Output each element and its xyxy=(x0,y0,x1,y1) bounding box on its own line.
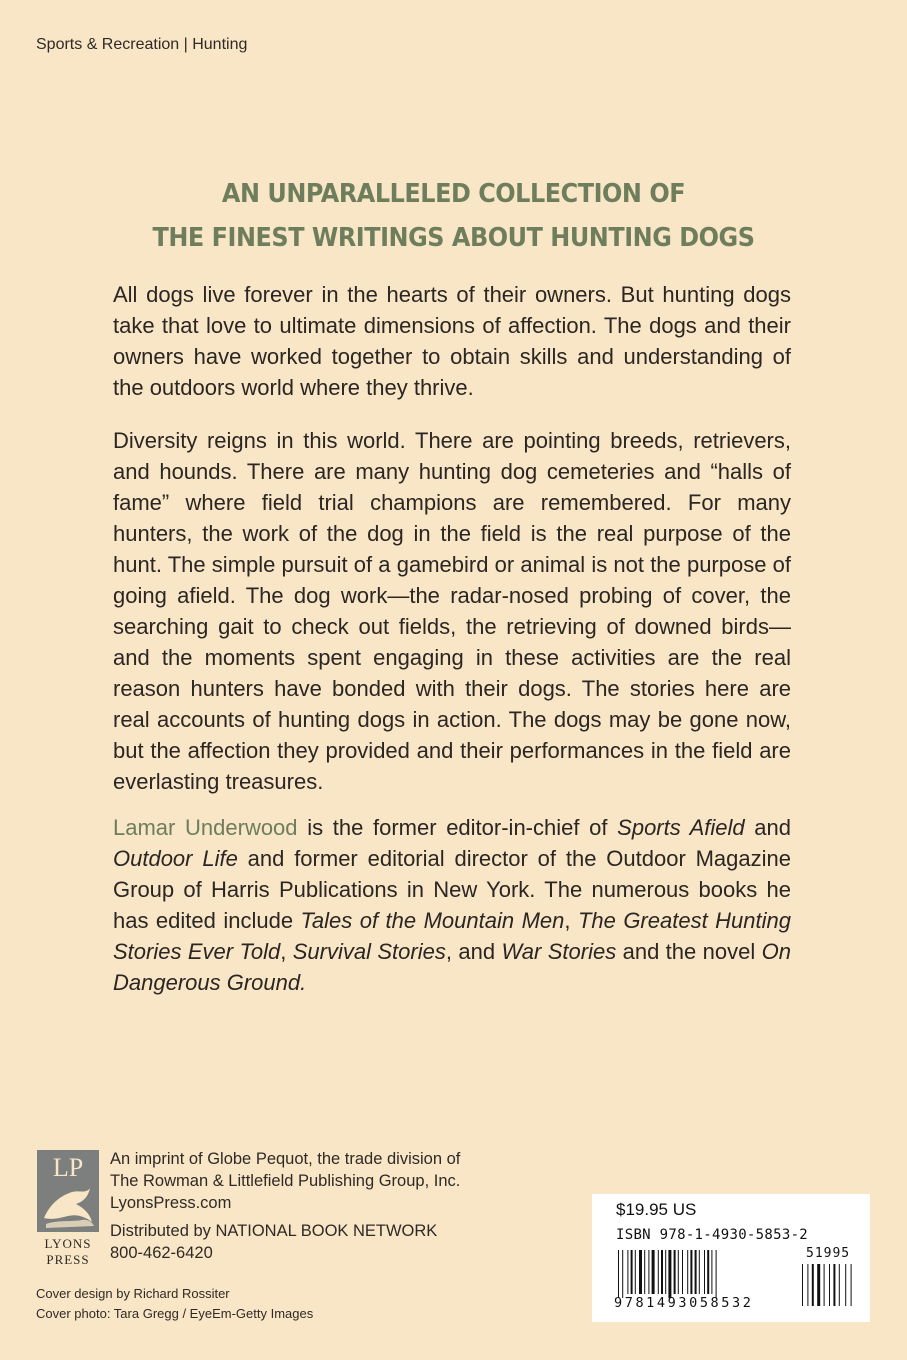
barcode-bar xyxy=(833,1264,835,1306)
barcode-bar xyxy=(652,1250,655,1294)
barcode-bar xyxy=(618,1250,619,1298)
barcode-bar xyxy=(622,1250,623,1298)
barcode-bar xyxy=(658,1250,659,1294)
barcode-bar xyxy=(711,1250,712,1294)
barcode-bar xyxy=(839,1264,840,1306)
price-label: $19.95 US xyxy=(616,1200,697,1219)
description-paragraph-1: All dogs live forever in the hearts of their owners. But hunting dogs take that love to ultimate dimensions of affection. The dogs and their owners have worked together to obtain skills and understanding of the outdoors world where they thrive. xyxy=(113,282,791,400)
book-title: On Dangerous Ground. xyxy=(113,939,791,995)
author-name: Lamar Underwood xyxy=(113,815,298,840)
cover-credits xyxy=(36,1284,313,1324)
barcode-bar xyxy=(687,1250,688,1294)
barcode-bar xyxy=(851,1264,852,1306)
publisher-website: LyonsPress.com xyxy=(110,1194,232,1212)
barcode-bar xyxy=(817,1264,820,1306)
lyons-press-logo xyxy=(36,1148,100,1268)
barcode-bar xyxy=(704,1250,705,1294)
barcode-bar xyxy=(635,1250,636,1294)
cover-photo-credit: Cover photo: Tara Gregg / EyeEm-Getty Images xyxy=(36,1306,314,1321)
book-title: War Stories xyxy=(501,939,617,964)
barcode-bar xyxy=(678,1250,679,1294)
magazine-title: Outdoor Life xyxy=(113,846,238,871)
imprint-line: An imprint of Globe Pequot, the trade division of xyxy=(110,1150,461,1168)
barcode-bar xyxy=(807,1264,808,1306)
isbn-label: ISBN 978-1-4930-5853-2 xyxy=(616,1227,809,1243)
barcode-bar xyxy=(627,1250,628,1294)
description-paragraph-2: Diversity reigns in this world. There are pointing breeds, retrievers, and hounds. There are many hunting dog cemeteries and “halls of fame” where field trial champions are remembered. For many hunters, the work of the dog in the field is the real purpose of the hunt. The simple pursuit of a gamebird or animal is not the purpose of going afield. The dog work—the radar-nosed probing of cover, the searching gait to check out fields, the retrieving of downed birds—and the moments spent engaging in these activities are the real reason hunters have bonded with their dogs. The stories here are real accounts of hunting dogs in action. The dogs may be gone now, but the affection they provided and their performances in the field are everlasting treasures. xyxy=(113,428,791,794)
barcode-bar xyxy=(682,1250,683,1294)
logo-letters: LP xyxy=(52,1153,84,1182)
barcode-bar xyxy=(845,1264,846,1306)
barcode-bar xyxy=(812,1264,814,1306)
ean-digits: 9781493058532 xyxy=(614,1295,754,1311)
barcode-bar xyxy=(695,1250,697,1294)
addon-digits: 51995 xyxy=(806,1246,851,1261)
barcode-bar xyxy=(674,1250,676,1294)
barcode-bar xyxy=(631,1250,633,1294)
barcode-bar xyxy=(716,1250,717,1298)
headline-line-1: AN UNPARALLELED COLLECTION OF xyxy=(221,179,686,209)
book-title: Tales of the Mountain Men xyxy=(300,908,565,933)
barcode-bar xyxy=(699,1250,700,1294)
publisher-info xyxy=(110,1148,570,1264)
category-label: Sports & Recreation | Hunting xyxy=(36,36,248,53)
barcode-bar xyxy=(665,1250,666,1294)
headline xyxy=(36,172,870,260)
svg-text:PRESS: PRESS xyxy=(46,1252,90,1267)
book-title: Survival Stories xyxy=(292,939,446,964)
barcode-bar xyxy=(824,1264,825,1306)
imprint-line: The Rowman & Littlefield Publishing Group, Inc. xyxy=(110,1172,461,1190)
barcode-bar xyxy=(802,1264,803,1306)
distributor-phone: 800-462-6420 xyxy=(110,1244,213,1262)
barcode-bar xyxy=(639,1250,642,1294)
cover-design-credit: Cover design by Richard Rossiter xyxy=(36,1286,230,1301)
barcode-bar xyxy=(690,1250,692,1294)
barcode-bar xyxy=(661,1250,663,1294)
barcode-bar xyxy=(829,1264,830,1306)
headline-line-2: THE FINEST WRITINGS ABOUT HUNTING DOGS xyxy=(152,223,755,253)
barcode-bar xyxy=(648,1250,649,1294)
distributor-line: Distributed by NATIONAL BOOK NETWORK xyxy=(110,1222,438,1240)
svg-text:LYONS: LYONS xyxy=(44,1236,92,1251)
barcode-bar xyxy=(644,1250,645,1294)
book-title: The Greatest Hunting Stories Ever Told xyxy=(113,908,791,964)
magazine-title: Sports Afield xyxy=(617,815,745,840)
barcode-bar xyxy=(707,1250,709,1294)
barcode-box xyxy=(592,1194,870,1322)
barcode-bar xyxy=(668,1250,671,1298)
author-bio: Lamar Underwood is the former editor-in-chief of Sports Afield and Outdoor Life and former editorial director of the Outdoor Magazine Group of Harris Publications in New York. The numerous books he has edited include Tales of the Mountain Men, The Greatest Hunting Stories Ever Told, Survival Stories, and War Stories and the novel On Dangerous Ground. xyxy=(113,815,791,995)
